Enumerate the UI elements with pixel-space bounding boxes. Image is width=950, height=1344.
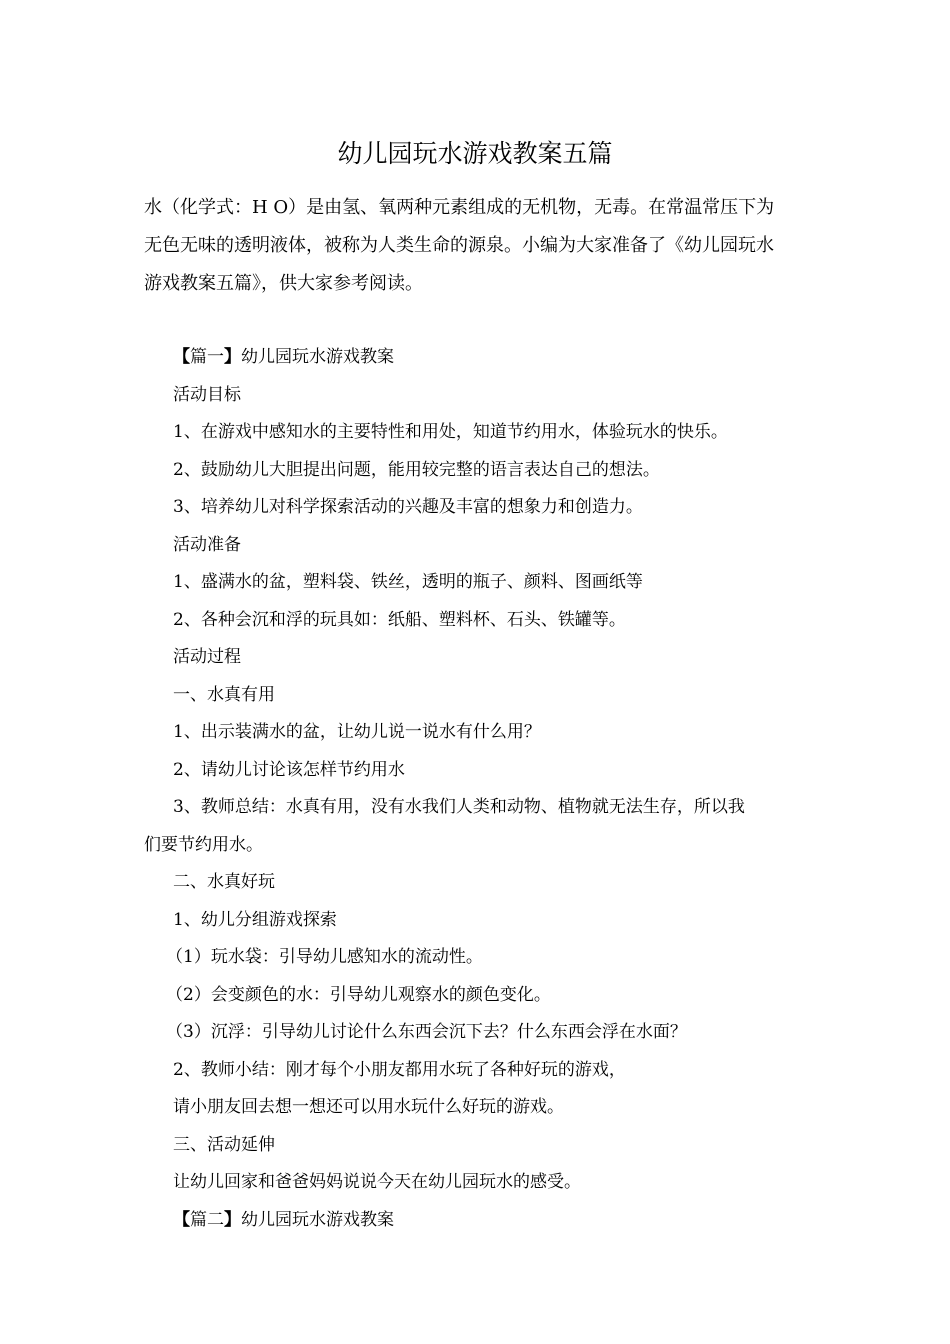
section2-bracket-open: 【 [173,1209,190,1230]
part2-heading: 二、水真好玩 [173,872,275,892]
part1-heading: 一、水真有用 [173,684,275,705]
process-heading: 活动过程 [173,647,241,667]
section2-bracket-close: 】 [224,1209,241,1230]
part2-subitem: （1）玩水袋：引导幼儿感知水的流动性。 [166,947,483,967]
section2-label: 篇二 [190,1209,224,1230]
part2-item: 请小朋友回去想一想还可以用水玩什么好玩的游戏。 [173,1097,564,1117]
part2-subitem: （2）会变颜色的水：引导幼儿观察水的颜色变化。 [166,984,551,1005]
goal-item: 3、培养幼儿对科学探索活动的兴趣及丰富的想象力和创造力。 [173,497,643,517]
section1-label: 篇一 [190,347,224,367]
document-body [144,339,816,1239]
section1-bracket-open: 【 [173,347,190,367]
intro-paragraph [144,189,816,303]
part1-summary-line: 3、教师总结：水真有用，没有水我们人类和动物、植物就无法生存，所以我 [173,797,745,817]
intro-line: 水（化学式：H O）是由氢、氧两种元素组成的无机物，无毒。在常温常压下为 [144,197,775,218]
part1-item: 1、出示装满水的盆，让幼儿说一说水有什么用？ [173,722,541,742]
prep-item: 1、盛满水的盆，塑料袋、铁丝，透明的瓶子、颜料、图画纸等 [173,572,643,592]
section2-heading-text: 幼儿园玩水游戏教案 [241,1209,394,1230]
part3-heading: 三、活动延伸 [173,1134,275,1155]
section1-heading-text: 幼儿园玩水游戏教案 [241,347,394,367]
goal-item: 1、在游戏中感知水的主要特性和用处，知道节约用水，体验玩水的快乐。 [173,422,728,442]
document-title: 幼儿园玩水游戏教案五篇 [337,139,613,168]
section2-heading [144,1202,816,1240]
section1-bracket-close: 】 [224,347,241,367]
intro-line: 无色无味的透明液体，被称为人类生命的源泉。小编为大家准备了《幼儿园玩水 [144,235,774,256]
part3-text: 让幼儿回家和爸爸妈妈说说今天在幼儿园玩水的感受。 [173,1172,581,1192]
part1-item: 2、请幼儿讨论该怎样节约用水 [173,759,405,780]
part2-item: 2、教师小结：刚才每个小朋友都用水玩了各种好玩的游戏， [173,1059,626,1080]
prep-item: 2、各种会沉和浮的玩具如：纸船、塑料杯、石头、铁罐等。 [173,609,626,630]
part2-item: 1、幼儿分组游戏探索 [173,909,337,930]
goal-item: 2、鼓励幼儿大胆提出问题，能用较完整的语言表达自己的想法。 [173,459,660,480]
goals-heading: 活动目标 [173,384,241,405]
part2-subitem: （3）沉浮：引导幼儿讨论什么东西会沉下去？什么东西会浮在水面？ [166,1022,687,1042]
prep-heading: 活动准备 [173,534,241,555]
part1-summary-line: 们要节约用水。 [144,834,263,855]
intro-line: 游戏教案五篇》，供大家参考阅读。 [144,273,423,294]
section1-heading [144,339,816,377]
